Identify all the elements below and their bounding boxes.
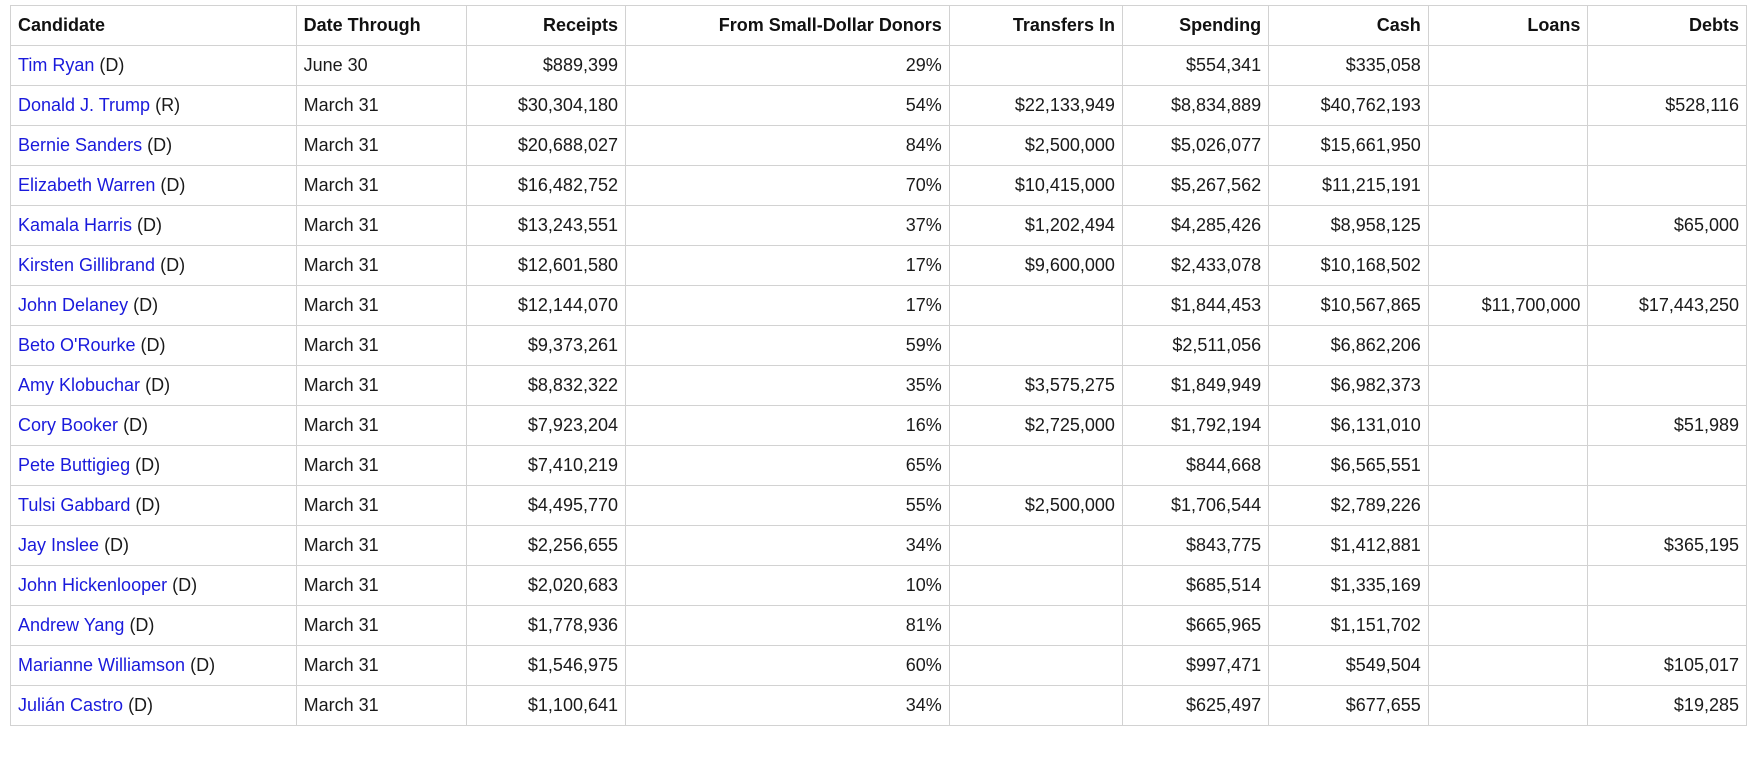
candidate-link[interactable]: Kamala Harris [18,215,133,235]
candidate-link[interactable]: Tulsi Gabbard [18,495,131,515]
candidate-link[interactable]: Jay Inslee [18,535,100,555]
debts-cell: $19,285 [1588,686,1747,726]
date-cell: March 31 [296,166,467,206]
receipts-cell: $1,546,975 [467,646,626,686]
cash-cell: $11,215,191 [1269,166,1429,206]
candidate-link[interactable]: Cory Booker [18,415,119,435]
small-cell: 54% [626,86,950,126]
table-row [11,166,1747,206]
fundraising-table [10,5,1747,726]
cash-cell: $6,862,206 [1269,326,1429,366]
candidate-cell [11,606,297,646]
candidate-link[interactable]: Donald J. Trump [18,95,151,115]
loans-cell [1428,526,1588,566]
table-row [11,686,1747,726]
loans-cell [1428,366,1588,406]
party-label: (D) [135,455,161,475]
transfers-cell [949,646,1122,686]
column-header-loans: Loans [1428,6,1588,46]
cash-cell: $1,151,702 [1269,606,1429,646]
candidate-cell [11,526,297,566]
candidate-cell [11,286,297,326]
date-cell: March 31 [296,406,467,446]
transfers-cell: $22,133,949 [949,86,1122,126]
spending-cell: $843,775 [1122,526,1268,566]
cash-cell: $335,058 [1269,46,1429,86]
candidate-cell [11,446,297,486]
column-header-receipts: Receipts [467,6,626,46]
table-body [11,46,1747,726]
spending-cell: $554,341 [1122,46,1268,86]
candidate-cell [11,646,297,686]
candidate-cell [11,566,297,606]
cash-cell: $15,661,950 [1269,126,1429,166]
candidate-cell [11,686,297,726]
candidate-link[interactable]: Amy Klobuchar [18,375,141,395]
small-cell: 35% [626,366,950,406]
receipts-cell: $8,832,322 [467,366,626,406]
transfers-cell [949,286,1122,326]
small-cell: 60% [626,646,950,686]
table-row [11,566,1747,606]
spending-cell: $997,471 [1122,646,1268,686]
loans-cell [1428,86,1588,126]
candidate-link[interactable]: Andrew Yang [18,615,125,635]
transfers-cell: $2,500,000 [949,486,1122,526]
transfers-cell [949,686,1122,726]
small-cell: 84% [626,126,950,166]
candidate-link[interactable]: Kirsten Gillibrand [18,255,156,275]
transfers-cell: $1,202,494 [949,206,1122,246]
party-label: (D) [129,615,155,635]
small-cell: 29% [626,46,950,86]
transfers-cell: $10,415,000 [949,166,1122,206]
candidate-link[interactable]: Beto O'Rourke [18,335,136,355]
candidate-cell [11,126,297,166]
small-cell: 34% [626,526,950,566]
transfers-cell: $2,500,000 [949,126,1122,166]
spending-cell: $4,285,426 [1122,206,1268,246]
debts-cell [1588,566,1747,606]
receipts-cell: $9,373,261 [467,326,626,366]
receipts-cell: $12,601,580 [467,246,626,286]
debts-cell [1588,166,1747,206]
spending-cell: $2,511,056 [1122,326,1268,366]
transfers-cell [949,566,1122,606]
candidate-cell [11,206,297,246]
cash-cell: $1,412,881 [1269,526,1429,566]
candidate-link[interactable]: John Hickenlooper [18,575,168,595]
loans-cell: $11,700,000 [1428,286,1588,326]
debts-cell: $105,017 [1588,646,1747,686]
loans-cell [1428,46,1588,86]
candidate-cell [11,366,297,406]
small-cell: 65% [626,446,950,486]
table-row [11,286,1747,326]
date-cell: March 31 [296,646,467,686]
small-cell: 17% [626,246,950,286]
candidate-link[interactable]: Julián Castro [18,695,124,715]
date-cell: March 31 [296,286,467,326]
column-header-debts: Debts [1588,6,1747,46]
cash-cell: $677,655 [1269,686,1429,726]
column-header-spending: Spending [1122,6,1268,46]
party-label: (D) [145,375,171,395]
debts-cell: $51,989 [1588,406,1747,446]
table-row [11,206,1747,246]
transfers-cell [949,606,1122,646]
cash-cell: $1,335,169 [1269,566,1429,606]
candidate-cell [11,246,297,286]
party-label: (D) [104,535,130,555]
cash-cell: $8,958,125 [1269,206,1429,246]
loans-cell [1428,566,1588,606]
column-header-candidate: Candidate [11,6,297,46]
cash-cell: $40,762,193 [1269,86,1429,126]
cash-cell: $10,567,865 [1269,286,1429,326]
debts-cell: $528,116 [1588,86,1747,126]
debts-cell [1588,606,1747,646]
debts-cell [1588,126,1747,166]
receipts-cell: $13,243,551 [467,206,626,246]
spending-cell: $1,706,544 [1122,486,1268,526]
debts-cell [1588,446,1747,486]
small-cell: 70% [626,166,950,206]
loans-cell [1428,126,1588,166]
receipts-cell: $16,482,752 [467,166,626,206]
candidate-link[interactable]: Tim Ryan [18,55,95,75]
receipts-cell: $7,923,204 [467,406,626,446]
transfers-cell: $9,600,000 [949,246,1122,286]
debts-cell [1588,46,1747,86]
date-cell: March 31 [296,686,467,726]
receipts-cell: $4,495,770 [467,486,626,526]
column-header-cash: Cash [1269,6,1429,46]
candidate-link[interactable]: Marianne Williamson [18,655,186,675]
small-cell: 55% [626,486,950,526]
date-cell: March 31 [296,246,467,286]
table-row [11,486,1747,526]
loans-cell [1428,206,1588,246]
loans-cell [1428,406,1588,446]
party-label: (D) [160,255,186,275]
loans-cell [1428,326,1588,366]
column-header-transfers: Transfers In [949,6,1122,46]
small-cell: 16% [626,406,950,446]
party-label: (D) [190,655,216,675]
debts-cell: $17,443,250 [1588,286,1747,326]
date-cell: March 31 [296,606,467,646]
debts-cell [1588,326,1747,366]
receipts-cell: $1,100,641 [467,686,626,726]
cash-cell: $6,131,010 [1269,406,1429,446]
cash-cell: $6,565,551 [1269,446,1429,486]
column-header-small: From Small-Dollar Donors [626,6,950,46]
loans-cell [1428,606,1588,646]
table-row [11,246,1747,286]
party-label: (D) [160,175,186,195]
transfers-cell: $2,725,000 [949,406,1122,446]
loans-cell [1428,246,1588,286]
candidate-link[interactable]: Pete Buttigieg [18,455,131,475]
date-cell: March 31 [296,486,467,526]
receipts-cell: $2,020,683 [467,566,626,606]
spending-cell: $844,668 [1122,446,1268,486]
receipts-cell: $1,778,936 [467,606,626,646]
spending-cell: $2,433,078 [1122,246,1268,286]
spending-cell: $5,026,077 [1122,126,1268,166]
table-row [11,126,1747,166]
debts-cell [1588,366,1747,406]
party-label: (R) [155,95,181,115]
spending-cell: $685,514 [1122,566,1268,606]
cash-cell: $6,982,373 [1269,366,1429,406]
date-cell: March 31 [296,206,467,246]
loans-cell [1428,646,1588,686]
party-label: (D) [128,695,154,715]
date-cell: March 31 [296,86,467,126]
date-cell: March 31 [296,526,467,566]
transfers-cell [949,326,1122,366]
table-row [11,326,1747,366]
small-cell: 81% [626,606,950,646]
cash-cell: $10,168,502 [1269,246,1429,286]
debts-cell [1588,486,1747,526]
table-row [11,406,1747,446]
receipts-cell: $7,410,219 [467,446,626,486]
table-row [11,606,1747,646]
party-label: (D) [172,575,198,595]
small-cell: 17% [626,286,950,326]
cash-cell: $549,504 [1269,646,1429,686]
table-row [11,366,1747,406]
date-cell: March 31 [296,566,467,606]
party-label: (D) [123,415,149,435]
fundraising-table-container [10,5,1747,726]
party-label: (D) [140,335,166,355]
table-row [11,446,1747,486]
loans-cell [1428,686,1588,726]
table-row [11,646,1747,686]
small-cell: 37% [626,206,950,246]
header-row [11,6,1747,46]
table-row [11,46,1747,86]
candidate-cell [11,406,297,446]
date-cell: March 31 [296,326,467,366]
receipts-cell: $889,399 [467,46,626,86]
candidate-link[interactable]: Bernie Sanders [18,135,143,155]
party-label: (D) [99,55,125,75]
candidate-cell [11,486,297,526]
transfers-cell [949,46,1122,86]
small-cell: 34% [626,686,950,726]
candidate-cell [11,326,297,366]
party-label: (D) [135,495,161,515]
candidate-cell [11,46,297,86]
candidate-link[interactable]: Elizabeth Warren [18,175,156,195]
date-cell: June 30 [296,46,467,86]
loans-cell [1428,166,1588,206]
spending-cell: $665,965 [1122,606,1268,646]
loans-cell [1428,486,1588,526]
date-cell: March 31 [296,446,467,486]
spending-cell: $1,792,194 [1122,406,1268,446]
loans-cell [1428,446,1588,486]
cash-cell: $2,789,226 [1269,486,1429,526]
receipts-cell: $12,144,070 [467,286,626,326]
party-label: (D) [137,215,163,235]
receipts-cell: $30,304,180 [467,86,626,126]
spending-cell: $1,844,453 [1122,286,1268,326]
transfers-cell: $3,575,275 [949,366,1122,406]
transfers-cell [949,446,1122,486]
party-label: (D) [147,135,173,155]
candidate-cell [11,166,297,206]
receipts-cell: $20,688,027 [467,126,626,166]
debts-cell: $365,195 [1588,526,1747,566]
date-cell: March 31 [296,366,467,406]
table-row [11,526,1747,566]
spending-cell: $5,267,562 [1122,166,1268,206]
spending-cell: $625,497 [1122,686,1268,726]
debts-cell [1588,246,1747,286]
small-cell: 10% [626,566,950,606]
small-cell: 59% [626,326,950,366]
column-header-date: Date Through [296,6,467,46]
candidate-cell [11,86,297,126]
debts-cell: $65,000 [1588,206,1747,246]
candidate-link[interactable]: John Delaney [18,295,129,315]
date-cell: March 31 [296,126,467,166]
table-header [11,6,1747,46]
receipts-cell: $2,256,655 [467,526,626,566]
spending-cell: $8,834,889 [1122,86,1268,126]
table-row [11,86,1747,126]
spending-cell: $1,849,949 [1122,366,1268,406]
transfers-cell [949,526,1122,566]
party-label: (D) [133,295,159,315]
